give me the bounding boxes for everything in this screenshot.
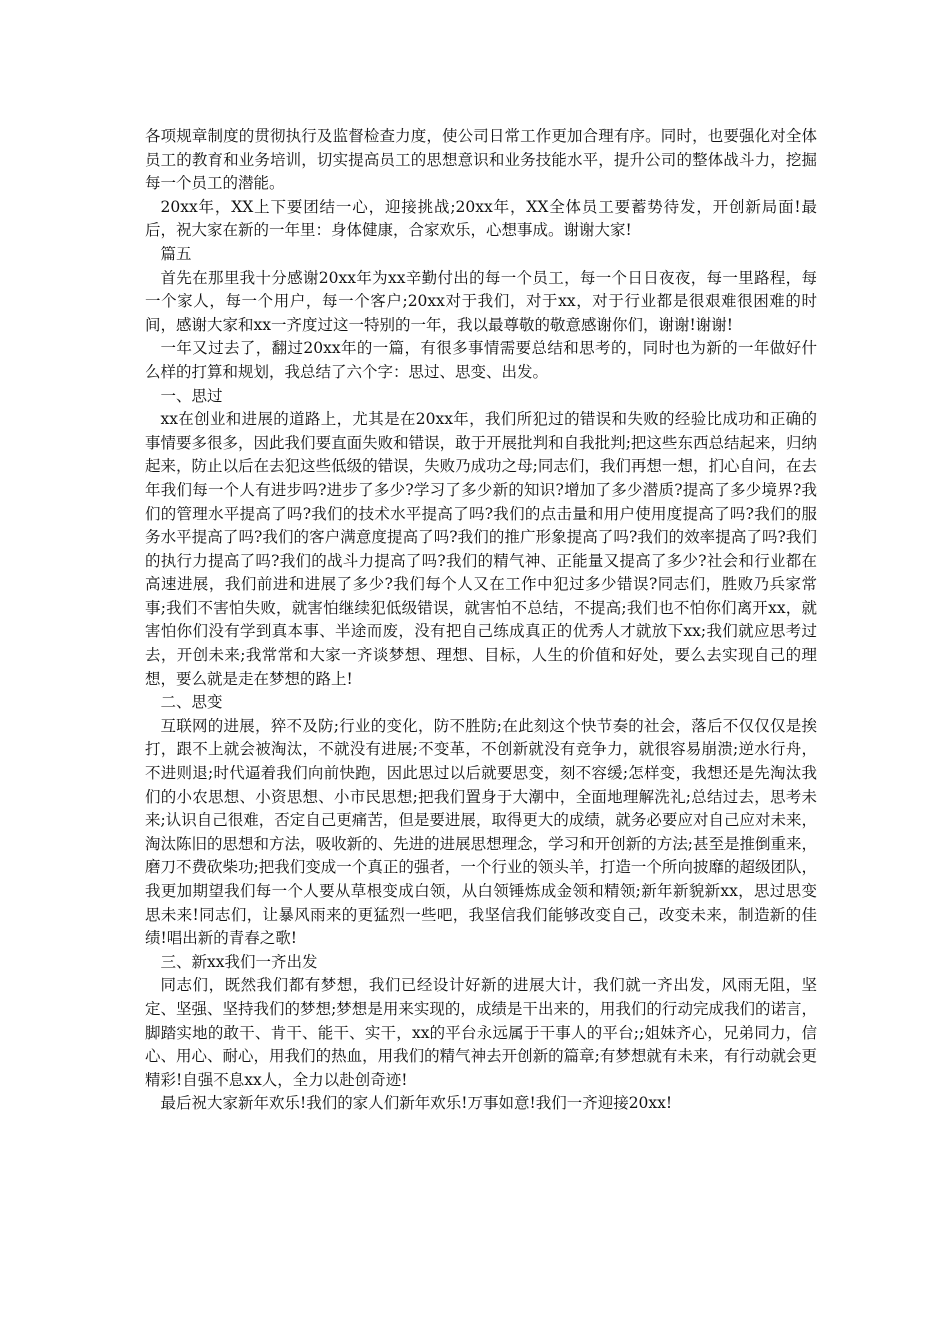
- paragraph-reflect: xx在创业和进展的道路上，尤其是在20xx年，我们所犯过的错误和失败的经验比成功和正确的事情要多很多，因此我们要直面失败和错误，敢于开展批判和自我批判;把这些东西总结起来，归纳起来，防止以后在去犯这些低级的错误，失败乃成功之母;同志们，我们再想一想，扪心自问，在去年我们每一个人有进步吗?进步了多少?学习了多少新的知识?增加了多少潜质?提高了多少境界?我们的管理水平提高了吗?我们的技术水平提高了吗?我们的点击量和用户使用度提高了吗?我们的服务水平提高了吗?我们的客户满意度提高了吗?我们的推广形象提高了吗?我们的效率提高了吗?我们的执行力提高了吗?我们的战斗力提高了吗?我们的精气神、正能量又提高了多少?社会和行业都在高速进展，我们前进和进展了多少?我们每个人又在工作中犯过多少错误?同志们，胜败乃兵家常事;我们不害怕失败，就害怕继续犯低级错误，就害怕不总结，不提高;我们也不怕你们离开xx，就害怕你们没有学到真本事、半途而废，没有把自己练成真正的优秀人才就放下xx;我们就应思考过去，开创未来;我常常和大家一齐谈梦想、理想、目标，人生的价值和好处，要么去实现自己的理想，要么就是走在梦想的路上!: [145, 410, 817, 688]
- paragraph-change: 互联网的进展，猝不及防;行业的变化，防不胜防;在此刻这个快节奏的社会，落后不仅仅仅是挨打，跟不上就会被淘汰，不就没有进展;不变革，不创新就没有竞争力，就很容易崩溃;逆水行舟，不进则退;时代逼着我们向前快跑，因此思过以后就要思变，刻不容缓;怎样变，我想还是先淘汰我们的小农思想、小资思想、小市民思想;把我们置身于大潮中，全面地理解洗礼;总结过去，思考未来;认识自己很难，否定自己更痛苦，但是要进展，取得更大的成绩，就务必要应对自己应对未来，淘汰陈旧的思想和方法，吸收新的、先进的进展思想理念，学习和开创新的方法;甚至是推倒重来，磨刀不费砍柴功;把我们变成一个真正的强者，一个行业的领头羊，打造一个所向披靡的超级团队，我更加期望我们每一个人要从草根变成白领，从白领锤炼成金领和精领;新年新貌新xx，思过思变思未来!同志们，让暴风雨来的更猛烈一些吧，我坚信我们能够改变自己，改变未来，制造新的佳绩!唱出新的青春之歌!: [145, 716, 817, 948]
- heading-set-off: 三、新xx我们一齐出发: [160, 952, 318, 971]
- paragraph-final-wishes: 最后祝大家新年欢乐!我们的家人们新年欢乐!万事如意!我们一齐迎接20xx!: [160, 1094, 673, 1113]
- paragraph-summary: 一年又过去了，翻过20xx年的一篇，有很多事情需要总结和思考的，同时也为新的一年做好什么样的打算和规划，我总结了六个字：思过、思变、出发。: [145, 339, 817, 381]
- paragraph-thanks: 首先在那里我十分感谢20xx年为xx辛勤付出的每一个员工，每一个日日夜夜，每一里路程，每一个家人，每一个用户，每一个客户;20xx对于我们，对于xx，对于行业都是很艰难很困难的时间，感谢大家和xx一齐度过这一特别的一年，我以最尊敬的敬意感谢你们，谢谢!谢谢!: [145, 268, 817, 334]
- section-title-part-five: 篇五: [160, 244, 192, 263]
- heading-change: 二、思变: [160, 693, 223, 712]
- document-body: [145, 125, 817, 1116]
- paragraph-set-off: 同志们，既然我们都有梦想，我们已经设计好新的进展大计，我们就一齐出发，风雨无阻，坚定、坚强、坚持我们的梦想;梦想是用来实现的，成绩是干出来的，用我们的行动完成我们的诺言，脚踏实地的敢干、肯干、能干、实干，xx的平台永远属于干事人的平台;;姐妹齐心，兄弟同力，信心、用心、耐心，用我们的热血，用我们的精气神去开创新的篇章;有梦想就有未来，有行动就会更精彩!自强不息xx人，全力以赴创奇迹!: [145, 976, 817, 1089]
- heading-reflect: 一、思过: [160, 386, 223, 405]
- paragraph-closing-wishes: 20xx年，XX上下要团结一心，迎接挑战;20xx年，XX全体员工要蓄势待发，开创新局面!最后，祝大家在新的一年里：身体健康，合家欢乐，心想事成。谢谢大家!: [145, 197, 817, 240]
- paragraph-continuation: 各项规章制度的贯彻执行及监督检查力度，使公司日常工作更加合理有序。同时，也要强化对全体员工的教育和业务培训，切实提高员工的思想意识和业务技能水平，提升公司的整体战斗力，挖掘每一个员工的潜能。: [145, 127, 817, 193]
